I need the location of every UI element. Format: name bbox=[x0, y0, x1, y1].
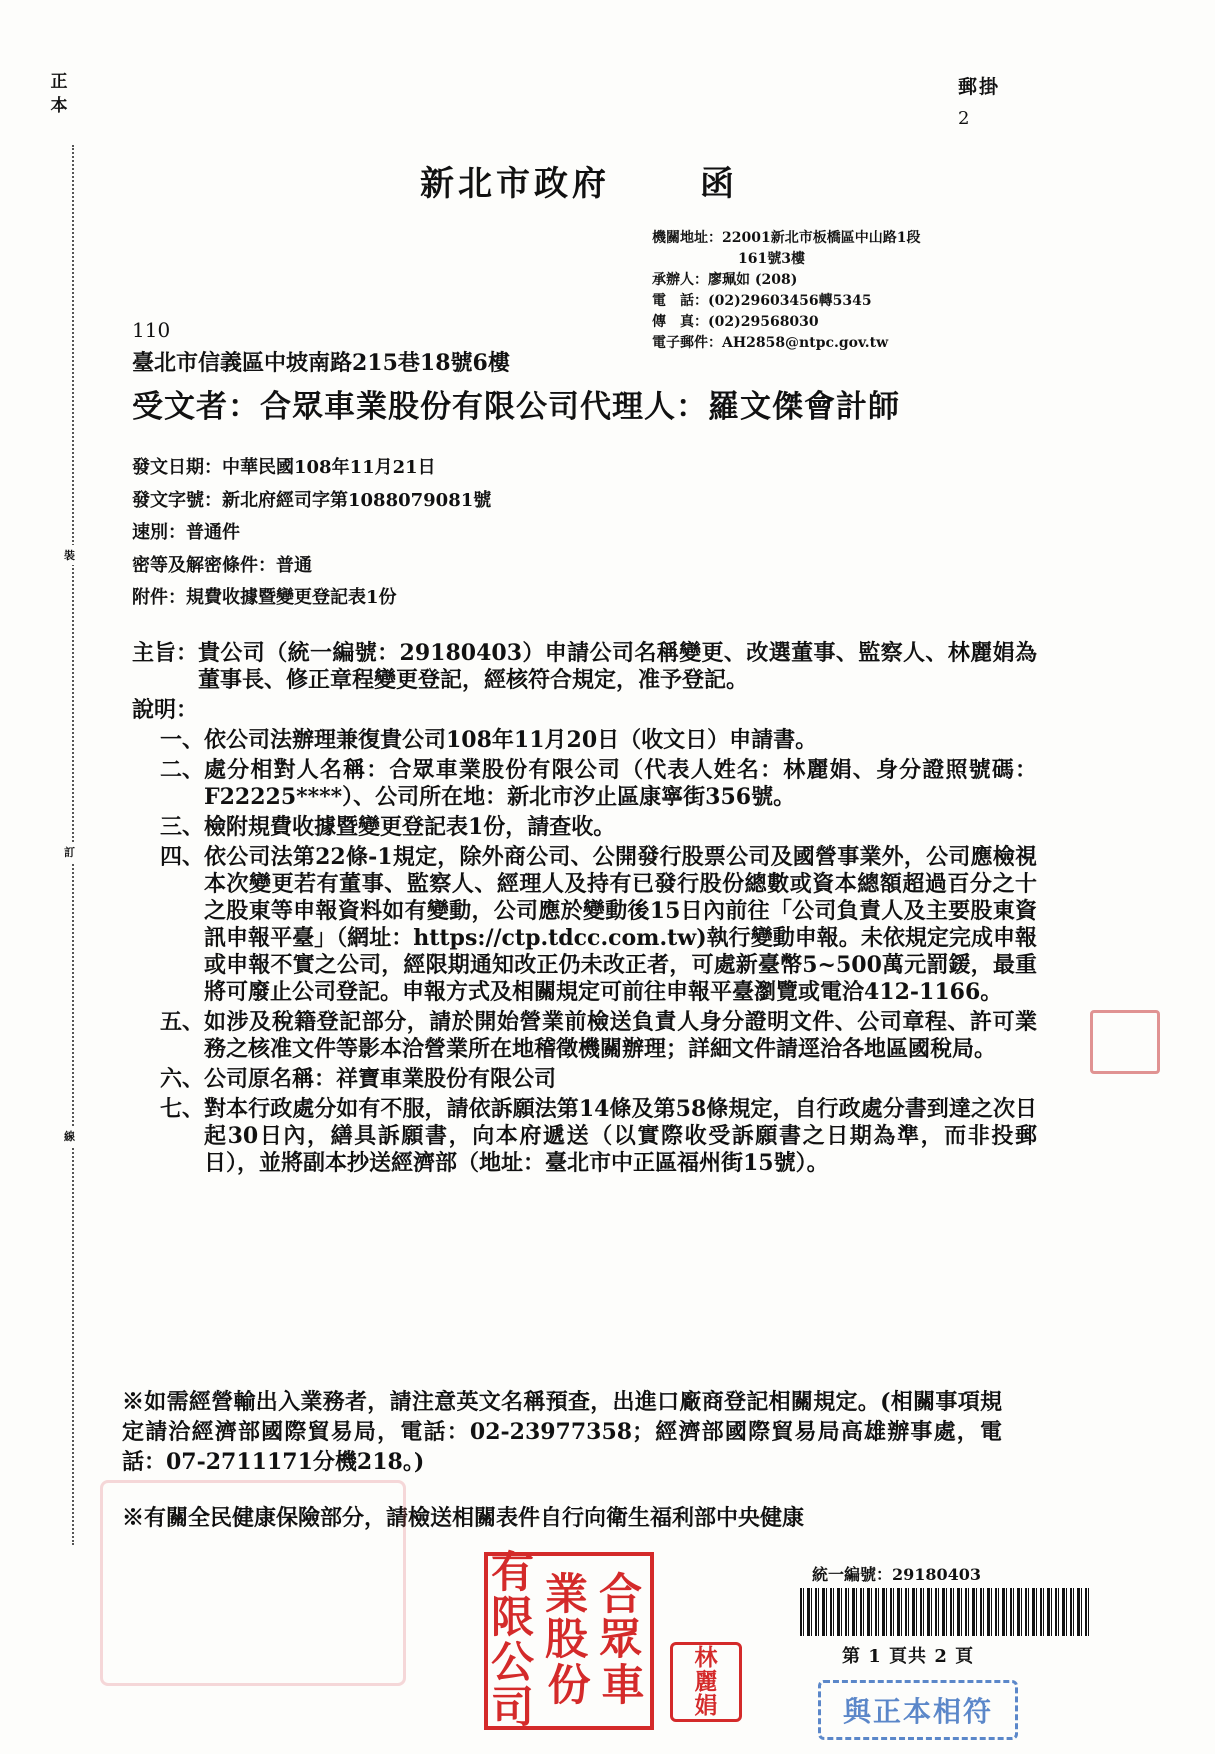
item-number: 一、 bbox=[159, 727, 204, 753]
personal-seal bbox=[670, 1642, 742, 1722]
seal-char: 有限 bbox=[491, 1547, 534, 1643]
item-text: 如涉及稅籍登記部分，請於開始營業前檢送負責人身分證明文件、公司章程、許可業務之核准文件等影本洽營業所在地稽徵機關辦理；詳細文件請逕洽各地區國稅局。 bbox=[204, 1009, 1037, 1062]
handler: 承辦人：廖珮如 (208) bbox=[652, 272, 798, 288]
personal-seal-text: 林麗娟 bbox=[694, 1643, 718, 1720]
binding-char: 線 bbox=[64, 1126, 75, 1146]
company-seal bbox=[484, 1547, 654, 1734]
recipient-address: 臺北市信義區中坡南路215巷18號6樓 bbox=[132, 350, 510, 376]
item-text: 檢附規費收據暨變更登記表1份，請查收。 bbox=[204, 814, 616, 840]
binding-char: 裝 bbox=[64, 545, 75, 565]
copy-mark: 正本 bbox=[50, 72, 68, 116]
explanation-label: 說明： bbox=[132, 697, 199, 723]
certified-copy-stamp: 與正本相符 bbox=[818, 1680, 1018, 1740]
item-text: 依公司法辦理兼復貴公司108年11月20日（收文日）申請書。 bbox=[204, 727, 818, 753]
fax: 傳 真：(02)29568030 bbox=[652, 314, 819, 330]
note-health-insurance: ※有關全民健康保險部分，請檢送相關表件自行向衛生福利部中央健康 bbox=[122, 1505, 805, 1531]
agency-name: 新北市政府 bbox=[420, 164, 610, 204]
phone: 電 話：(02)29603456轉5345 bbox=[652, 293, 872, 309]
item-text: 依公司法第22條-1規定，除外商公司、公開發行股票公司及國營事業外，公司應檢視本次變更若有董事、監察人、經理人及持有已發行股份總數或資本總額超過百分之十之股東等申報資料如有變動，公司應於變動後15日內前往「公司負責人及主要股東資訊申報平臺」（網址：https://ctp.tdcc.com.tw)執行變動申報。未依規定完成申報或申報不實之公司，經限期通知改正仍未改正者，可處新臺幣5~500萬元罰鍰，最重將可廢止公司登記。申報方式及相關規定可前往申報平臺瀏覽或電洽412-1166。 bbox=[204, 844, 1037, 1005]
unified-business-number: 統一編號：29180403 bbox=[812, 1565, 982, 1584]
explanation-item bbox=[132, 757, 1037, 811]
item-text: 對本行政處分如有不服，請依訴願法第14條及第58條規定，自行政處分書到達之次日起30日內，繕具訴願書，向本府遞送（以實際收受訴願書之日期為準，而非投郵日），並將副本抄送經濟部（地址：臺北市中正區福州街15號）。 bbox=[204, 1096, 1037, 1176]
contact-block bbox=[652, 228, 920, 354]
agency-address-line2: 161號3樓 bbox=[738, 251, 805, 267]
seal-char: 份 bbox=[547, 1660, 591, 1711]
item-number: 三、 bbox=[159, 814, 204, 840]
explanation-item bbox=[132, 727, 1037, 754]
issue-date: 發文日期：中華民國108年11月21日 bbox=[132, 457, 436, 478]
explanation-item bbox=[132, 1096, 1037, 1177]
agency-address: 22001新北市板橋區中山路1段 bbox=[722, 230, 921, 246]
speed-class: 速別：普通件 bbox=[132, 522, 240, 543]
seal-char: 公司 bbox=[491, 1638, 534, 1734]
barcode bbox=[800, 1588, 1090, 1636]
address-label: 機關地址： bbox=[652, 230, 722, 246]
binding-char: 訂 bbox=[64, 842, 75, 862]
note-trade: ※如需經營輸出入業務者，請注意英文名稱預查，出進口廠商登記相關規定。(相關事項規定請洽經濟部國際貿易局，電話：02-23977358；經濟部國際貿易局高雄辦事處，電話：07-2711171分機218。) bbox=[122, 1389, 1002, 1475]
recipient-line: 受文者：合眾車業股份有限公司代理人：羅文傑會計師 bbox=[132, 389, 900, 425]
subject-label: 主旨： bbox=[132, 640, 199, 666]
item-number: 六、 bbox=[159, 1066, 204, 1092]
document-type: 函 bbox=[700, 164, 738, 204]
security-class: 密等及解密條件：普通 bbox=[132, 554, 312, 576]
item-number: 四、 bbox=[159, 844, 204, 870]
side-seal bbox=[1090, 1010, 1160, 1074]
subject bbox=[132, 640, 1037, 694]
document-body bbox=[132, 640, 1037, 1177]
faded-seal bbox=[100, 1480, 406, 1686]
item-number: 二、 bbox=[159, 757, 204, 783]
mail-number: 2 bbox=[958, 108, 970, 129]
seal-char: 合眾 bbox=[599, 1570, 642, 1666]
subject-text: 貴公司（統一編號：29180403）申請公司名稱變更、改選董事、監察人、林麗娟為董事長、修正章程變更登記，經核符合規定，准予登記。 bbox=[198, 640, 1037, 693]
document-number: 發文字號：新北府經司字第1088079081號 bbox=[132, 489, 492, 511]
email: 電子郵件：AH2858@ntpc.gov.tw bbox=[652, 335, 889, 351]
explanation-item bbox=[132, 814, 1037, 841]
item-text: 處分相對人名稱：合眾車業股份有限公司（代表人姓名：林麗娟、身分證照號碼：F22225****）、公司所在地：新北市汐止區康寧街356號。 bbox=[204, 757, 1037, 810]
seal-char: 車 bbox=[601, 1660, 645, 1711]
item-text: 公司原名稱：祥寶車業股份有限公司 bbox=[204, 1066, 557, 1092]
document-meta bbox=[132, 452, 491, 615]
mail-type: 郵掛 bbox=[958, 76, 1001, 98]
attachments: 附件：規費收據暨變更登記表1份 bbox=[132, 587, 397, 608]
explanation-item bbox=[132, 1066, 1037, 1093]
document-title bbox=[420, 156, 738, 205]
explanation-item bbox=[132, 844, 1037, 1006]
explanation-item bbox=[132, 1009, 1037, 1063]
seal-char: 業股 bbox=[545, 1570, 588, 1666]
recipient-postcode: 110 bbox=[132, 318, 171, 342]
page-indicator: 第 1 頁共 2 頁 bbox=[842, 1646, 975, 1667]
item-number: 七、 bbox=[159, 1096, 204, 1122]
item-number: 五、 bbox=[159, 1009, 204, 1035]
